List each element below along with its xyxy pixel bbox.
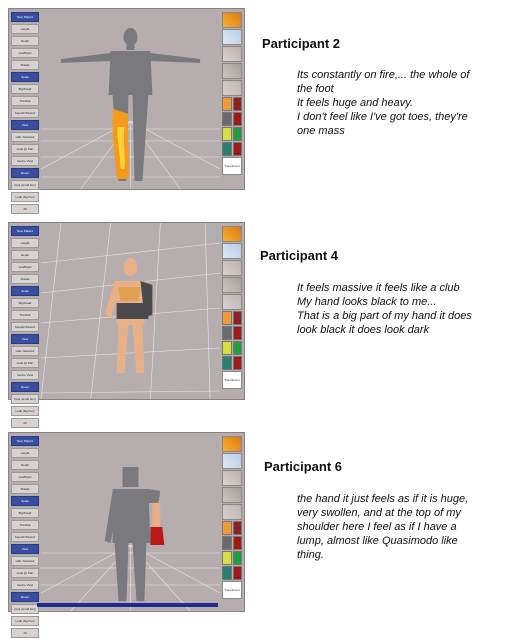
quote-line: It feels huge and heavy. xyxy=(297,97,413,109)
color-swatch xyxy=(222,112,232,126)
translucent-swatch: Translucent xyxy=(222,371,242,389)
control-button: Rotate xyxy=(11,60,39,70)
quote-line: the hand it just feels as if it is huge, xyxy=(297,493,469,505)
control-button: Hide Selected xyxy=(11,132,39,142)
control-button: Big/Small xyxy=(11,84,39,94)
control-button: Height xyxy=(11,448,39,458)
translucent-swatch: Translucent xyxy=(222,157,242,175)
color-swatch xyxy=(233,311,243,325)
control-button: Look @ Part xyxy=(11,358,39,368)
quote-line: It feels massive it feels like a club xyxy=(297,282,460,294)
control-button: View xyxy=(11,120,39,130)
control-button: Feel (small box) xyxy=(11,394,39,404)
control-buttons xyxy=(11,436,39,638)
control-button: Scale xyxy=(11,286,39,296)
participant-title: Participant 2 xyxy=(262,36,341,51)
control-button: Centre View xyxy=(11,156,39,166)
texture-swatch xyxy=(222,12,242,28)
color-swatch xyxy=(233,521,243,535)
quote-line: lump, almost like Quasimodo like xyxy=(297,535,458,547)
color-swatch xyxy=(222,127,232,141)
color-swatch xyxy=(222,142,232,156)
control-button: Look (big box) xyxy=(11,616,39,626)
texture-swatches xyxy=(222,436,242,599)
control-button: Left/Right xyxy=(11,48,39,58)
control-button: Look @ Part xyxy=(11,568,39,578)
texture-swatch xyxy=(222,470,242,486)
texture-swatch xyxy=(222,226,242,242)
color-swatch xyxy=(222,341,232,355)
color-swatch xyxy=(222,326,232,340)
control-buttons xyxy=(11,12,39,214)
color-swatch xyxy=(222,521,232,535)
avatar-scene xyxy=(41,433,220,611)
simulation-panel-3 xyxy=(8,432,245,635)
control-button: New Patient xyxy=(11,436,39,446)
avatar-scene xyxy=(41,9,220,189)
control-button: Depth xyxy=(11,460,39,470)
quote-line: very swollen, and at the top of my xyxy=(297,507,461,519)
participant-title: Participant 6 xyxy=(264,459,343,474)
participant-quote xyxy=(297,281,511,337)
quote-line: That is a big part of my hand it does xyxy=(297,310,472,322)
color-swatch xyxy=(222,356,232,370)
timeline-bar xyxy=(37,603,218,607)
color-swatch xyxy=(233,97,243,111)
control-button: Hide Selected xyxy=(11,556,39,566)
control-button: Depth xyxy=(11,36,39,46)
control-button: Reset xyxy=(11,168,39,178)
quote-line: My hand looks black to me... xyxy=(297,296,437,308)
control-button: Hide Selected xyxy=(11,346,39,356)
control-button: Scale xyxy=(11,496,39,506)
control-button: New Patient xyxy=(11,226,39,236)
color-swatch xyxy=(233,341,243,355)
control-button: Thin/Fat xyxy=(11,520,39,530)
texture-swatch xyxy=(222,436,242,452)
participant-quote xyxy=(297,492,511,562)
control-button: Centre View xyxy=(11,580,39,590)
participant-quote xyxy=(297,68,511,138)
control-button: Squash/Stretch xyxy=(11,532,39,542)
translucent-swatch: Translucent xyxy=(222,581,242,599)
color-swatch xyxy=(233,112,243,126)
quote-line: the foot xyxy=(297,83,334,95)
texture-swatch xyxy=(222,80,242,96)
quote-line: I don't feel like I've got toes, they're xyxy=(297,111,468,123)
texture-swatch xyxy=(222,277,242,293)
control-button: Centre View xyxy=(11,370,39,380)
texture-swatch xyxy=(222,63,242,79)
color-swatch xyxy=(233,566,243,580)
control-button: Height xyxy=(11,238,39,248)
simulation-panel-2 xyxy=(8,222,245,425)
texture-swatch xyxy=(222,453,242,469)
color-swatch xyxy=(233,551,243,565)
control-button: Look (big box) xyxy=(11,192,39,202)
control-button: All xyxy=(11,204,39,214)
control-button: Reset xyxy=(11,382,39,392)
color-swatch xyxy=(233,326,243,340)
texture-swatches xyxy=(222,12,242,175)
control-button: Big/Small xyxy=(11,298,39,308)
texture-swatch xyxy=(222,260,242,276)
control-button: View xyxy=(11,544,39,554)
control-button: Big/Small xyxy=(11,508,39,518)
control-button: Squash/Stretch xyxy=(11,322,39,332)
participant-title: Participant 4 xyxy=(260,248,339,263)
quote-line: look black it does look dark xyxy=(297,324,430,336)
control-button: Feel (small box) xyxy=(11,180,39,190)
control-button: All xyxy=(11,628,39,638)
control-button: Squash/Stretch xyxy=(11,108,39,118)
simulation-panel-1 xyxy=(8,8,245,211)
texture-swatch xyxy=(222,487,242,503)
control-button: Thin/Fat xyxy=(11,96,39,106)
control-button: Rotate xyxy=(11,274,39,284)
color-swatch xyxy=(233,127,243,141)
color-swatch xyxy=(222,311,232,325)
control-button: Thin/Fat xyxy=(11,310,39,320)
texture-swatch xyxy=(222,504,242,520)
texture-swatch xyxy=(222,243,242,259)
texture-swatch xyxy=(222,29,242,45)
quote-line: one mass xyxy=(297,125,345,137)
color-swatch xyxy=(233,536,243,550)
avatar-scene-render xyxy=(41,433,220,611)
control-button: New Patient xyxy=(11,12,39,22)
quote-line: Its constantly on fire,... the whole of xyxy=(297,69,470,81)
control-button: Height xyxy=(11,24,39,34)
control-button: Look @ Part xyxy=(11,144,39,154)
control-button: View xyxy=(11,334,39,344)
avatar-scene-render xyxy=(41,9,220,189)
texture-swatches xyxy=(222,226,242,389)
color-swatch xyxy=(233,142,243,156)
control-button: Feel (small box) xyxy=(11,604,39,614)
control-button: Depth xyxy=(11,250,39,260)
color-swatch xyxy=(222,551,232,565)
texture-swatch xyxy=(222,294,242,310)
control-button: All xyxy=(11,418,39,428)
avatar-scene xyxy=(41,223,220,399)
quote-line: shoulder here I feel as if I have a xyxy=(297,521,457,533)
control-button: Look (big box) xyxy=(11,406,39,416)
quote-line: thing. xyxy=(297,549,324,561)
control-button: Left/Right xyxy=(11,262,39,272)
control-buttons xyxy=(11,226,39,428)
control-button: Rotate xyxy=(11,484,39,494)
texture-swatch xyxy=(222,46,242,62)
color-swatch xyxy=(222,566,232,580)
avatar-scene-render xyxy=(41,223,220,399)
color-swatch xyxy=(222,97,232,111)
control-button: Left/Right xyxy=(11,472,39,482)
color-swatch xyxy=(233,356,243,370)
control-button: Reset xyxy=(11,592,39,602)
color-swatch xyxy=(222,536,232,550)
control-button: Scale xyxy=(11,72,39,82)
